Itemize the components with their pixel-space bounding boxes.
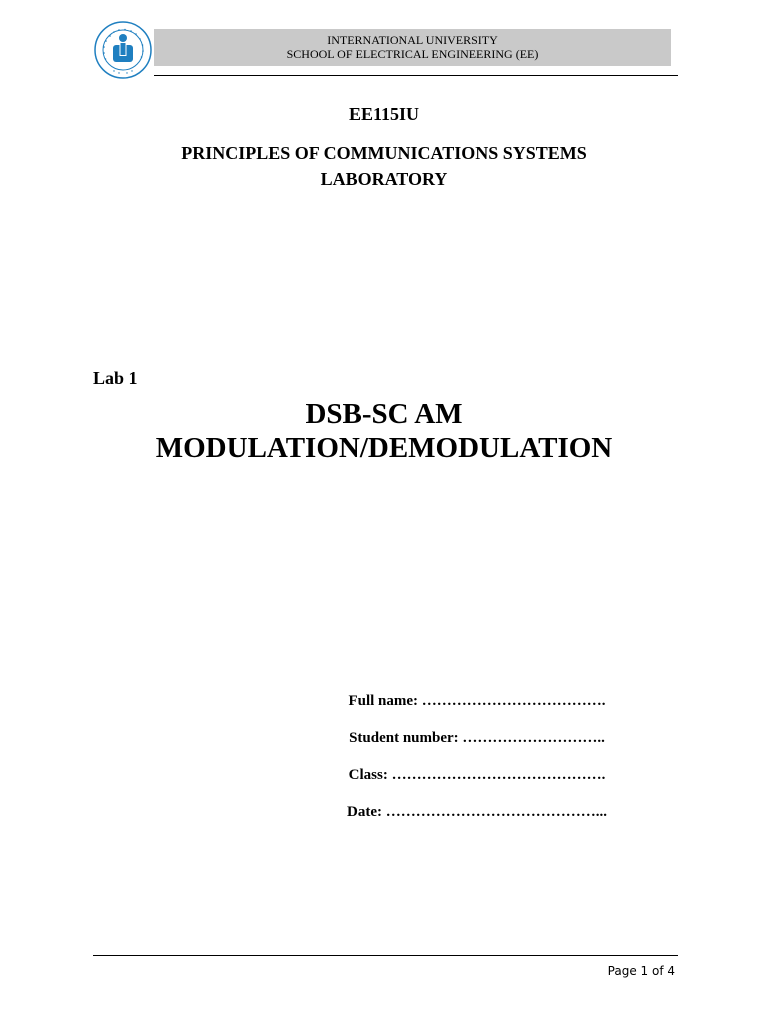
lab-title-line-2: MODULATION/DEMODULATION [155,432,613,464]
student-number-field: Student number: ……………………….. [349,730,605,746]
lab-title-line-1: DSB-SC AM [305,398,463,430]
page-number: Page 1 of 4 [607,964,675,978]
footer-divider [93,955,678,956]
class-field: Class: ……………………………………. [348,767,606,783]
date-field: Date: ……………………………………... [347,804,607,820]
university-logo [94,21,152,79]
header-banner [154,29,671,66]
lab-number: Lab 1 [93,368,138,388]
header-divider [154,75,678,76]
course-code: EE115IU [348,104,420,124]
student-info-fields [0,690,768,838]
course-title-line-2: LABORATORY [320,169,448,189]
full-name-field: Full name: ………………………………. [348,693,606,709]
lab-title [0,397,768,465]
school-name: SCHOOL OF ELECTRICAL ENGINEERING (EE) [286,47,539,61]
course-title [0,140,768,192]
course-title-line-1: PRINCIPLES OF COMMUNICATIONS SYSTEMS [181,143,587,163]
university-name: INTERNATIONAL UNIVERSITY [327,33,498,47]
